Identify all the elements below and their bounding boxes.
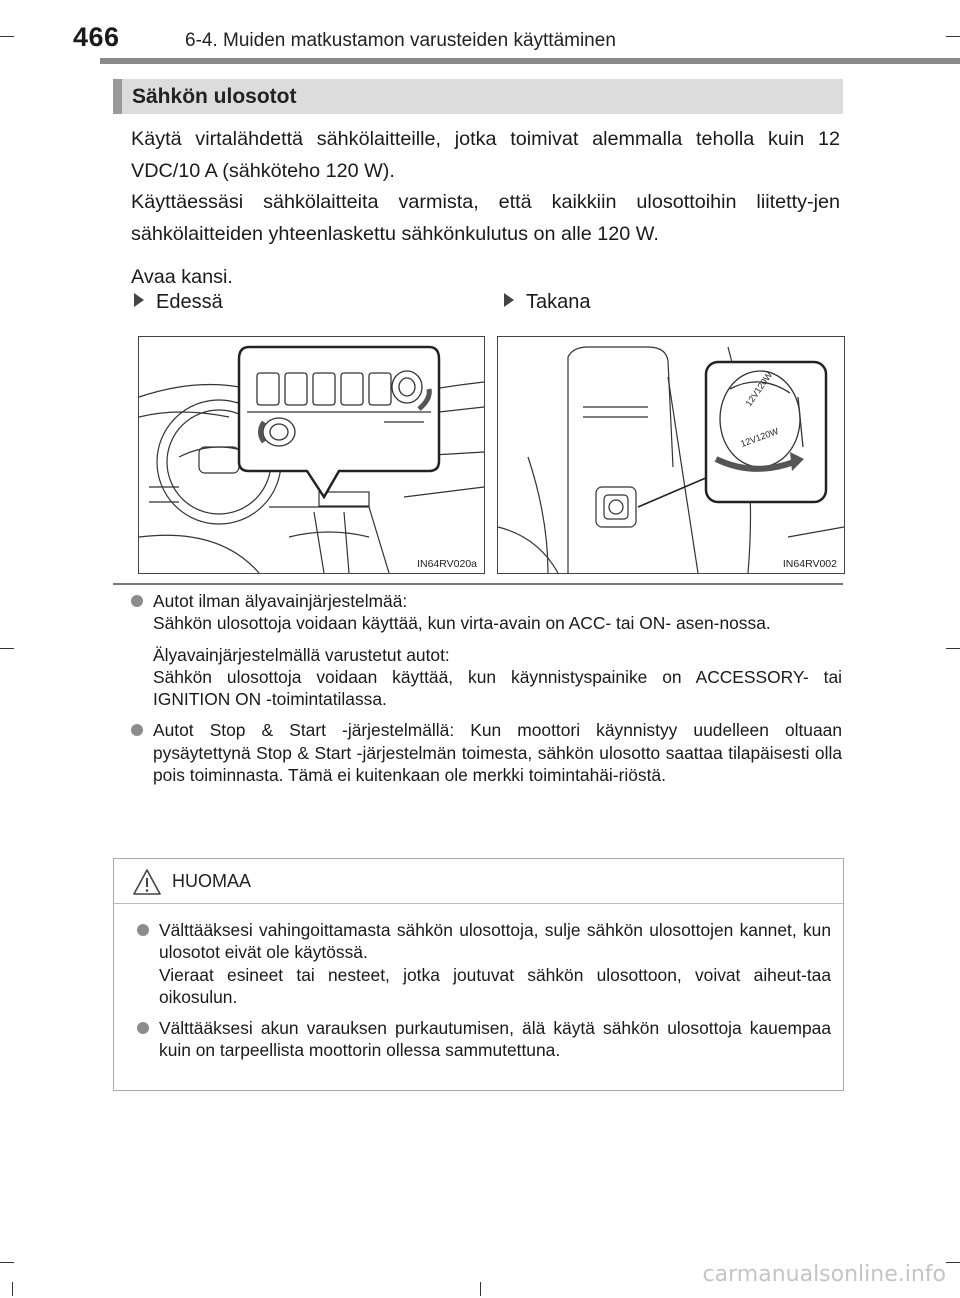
note-text: Sähkön ulosottoja voidaan käyttää, kun käynnistyspainike on ACCESSORY- tai IGNITION ON -toimintatilassa. (153, 666, 842, 710)
rear-figure-code: IN64RV002 (782, 558, 837, 570)
note-text: Sähkön ulosottoja voidaan käyttää, kun virta-avain on ACC- tai ON- asen-nossa. (153, 613, 771, 634)
front-label-text: Edessä (156, 291, 223, 313)
separator-rule (113, 583, 843, 585)
caution-text: Välttääksesi vahingoittamasta sähkön ulosottoja, sulje sähkön ulosottojen kannet, kun ulosotot eivät ole käytössä. (159, 920, 831, 963)
rear-console-illustration (498, 337, 844, 573)
section-title: Sähkön ulosotot (132, 85, 297, 108)
caution-text: Vieraat esineet tai nesteet, jotka joutuvat sähkön ulosottoon, voivat aiheut-taa oikosulun. (159, 964, 831, 1007)
figure-label-front (134, 291, 223, 314)
crop-mark (946, 1262, 960, 1263)
triangle-bullet-icon (134, 293, 144, 307)
bullet-icon (131, 595, 143, 607)
caution-box (113, 858, 844, 1091)
caution-header (114, 859, 843, 904)
caution-item (137, 1017, 831, 1062)
crop-mark (0, 648, 14, 649)
bullet-icon (131, 724, 143, 736)
cap-rating-label: 12V120W (743, 370, 775, 409)
caution-text: Välttääksesi akun varauksen purkautumisen, älä käytä sähkön ulosottoja kauempaa kuin on tarpeellista moottorin ollessa sammutettuna. (159, 1018, 831, 1061)
caution-item (137, 919, 831, 1008)
warning-triangle-icon (132, 868, 162, 896)
cap-rating-label: 12V120W (739, 425, 780, 449)
body-text (131, 124, 840, 294)
info-notes (131, 590, 842, 795)
figure-front-outlet (138, 336, 485, 574)
note-text: Autot Stop & Start -järjestelmällä: Kun moottori käynnistyy uudelleen oltuaan pysäytettynä Stop & Start -järjestelmän toimesta, sähkön ulosotto saattaa tilapäisesti olla pois toiminnasta. Tämä ei kuitenkaan ole merkki toimintahäi-riöstä. (153, 720, 842, 786)
page-number: 466 (73, 22, 120, 52)
note-text: Älyavainjärjestelmällä varustetut autot: (153, 644, 450, 665)
triangle-bullet-icon (504, 293, 514, 307)
body-paragraph-2: Käyttäessäsi sähkölaitteita varmista, että kaikkiin ulosottoihin liitetty-jen sähkölaitteiden yhteenlaskettu sähkönkulutus on alle 120 W. (131, 191, 840, 245)
note-item (131, 719, 842, 786)
note-item (131, 590, 842, 710)
crop-mark (0, 36, 14, 37)
crop-mark (12, 1282, 13, 1296)
note-text: Autot ilman älyavainjärjestelmää: (153, 591, 408, 611)
bullet-icon (137, 924, 149, 936)
rear-label-text: Takana (526, 291, 591, 313)
section-header (113, 79, 843, 114)
section-accent (113, 79, 122, 114)
crop-mark (480, 1282, 481, 1296)
bullet-icon (137, 1022, 149, 1034)
figure-label-rear (504, 291, 591, 314)
front-figure-code: IN64RV020a (417, 558, 477, 570)
crop-mark (0, 1262, 14, 1263)
front-dashboard-illustration (139, 337, 484, 573)
caution-items (137, 919, 831, 1071)
caution-label: HUOMAA (172, 871, 252, 891)
watermark: carmanualsonline.info (702, 1262, 946, 1287)
open-cover-instruction: Avaa kansi. (131, 266, 233, 288)
crop-mark (946, 36, 960, 37)
header-rule (100, 58, 960, 64)
body-paragraph-1: Käytä virtalähdettä sähkölaitteille, jotka toimivat alemmalla teholla kuin 12 VDC/10 A (sähköteho 120 W). (131, 128, 840, 182)
crop-mark (946, 648, 960, 649)
chapter-title: 6-4. Muiden matkustamon varusteiden käyttäminen (185, 30, 616, 51)
figure-rear-outlet (497, 336, 845, 574)
